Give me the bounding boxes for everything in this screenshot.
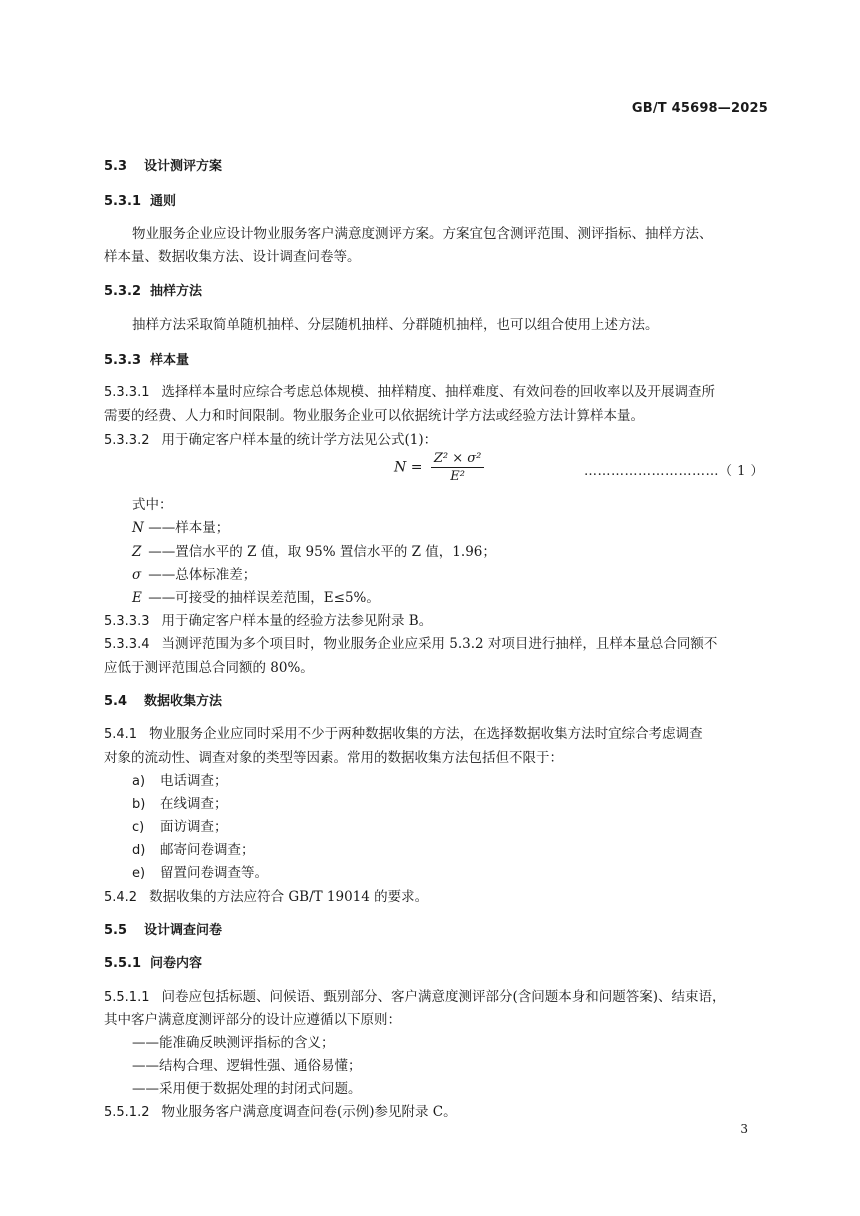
variable-description: ——置信水平的 Z 值，取 95% 置信水平的 Z 值，1.96； [148, 544, 496, 560]
list-item-text: 在线调查； [160, 796, 228, 812]
paragraph-line: 样本量、数据收集方法、设计调查问卷等。 [104, 249, 361, 265]
list-item [132, 815, 228, 835]
section-title: 抽样方法 [150, 284, 203, 299]
sample-size-formula [394, 451, 484, 484]
variable-definition [132, 563, 256, 583]
clause-5-4-1 [104, 722, 703, 742]
section-number: 5.3.1 [104, 194, 142, 209]
clause-5-3-3-4 [104, 632, 717, 652]
list-item-text: 电话调查； [160, 773, 228, 789]
list-item [132, 792, 228, 812]
clause-text: 数据收集的方法应符合 GB/T 19014 的要求。 [149, 889, 429, 905]
clause-text: 用于确定客户样本量的统计学方法见公式(1)： [161, 432, 438, 448]
paragraph-line: 应低于测评范围总合同额的 80%。 [104, 660, 314, 676]
clause-text: 物业服务企业应同时采用不少于两种数据收集的方法，在选择数据收集方法时宜综合考虑调查 [149, 726, 703, 742]
clause-number: 5.3.3.2 [104, 433, 150, 448]
clause-number: 5.3.3.1 [104, 385, 150, 400]
clause-5-3-3-1 [104, 380, 715, 400]
paragraph-line: 对象的流动性、调查对象的类型等因素。常用的数据收集方法包括但不限于： [104, 750, 563, 766]
variable-symbol: Z [132, 544, 142, 560]
variable-description: ——样本量； [148, 520, 230, 536]
list-item-text: 面访调查； [160, 819, 228, 835]
section-heading-5-3-2 [104, 280, 202, 299]
section-number: 5.5 [104, 923, 128, 938]
list-item-text: 留置问卷调查等。 [160, 865, 268, 881]
list-item [132, 769, 228, 789]
paragraph-line: 抽样方法采取简单随机抽样、分层随机抽样、分群随机抽样，也可以组合使用上述方法。 [132, 317, 659, 333]
page-number: 3 [740, 1122, 748, 1136]
clause-number: 5.5.1.2 [104, 1105, 150, 1120]
variable-definition [132, 586, 380, 606]
clause-number: 5.3.3.3 [104, 614, 150, 629]
section-number: 5.3 [104, 159, 128, 174]
variable-symbol: σ [132, 567, 142, 583]
dash-list-item: ——结构合理、逻辑性强、通俗易懂； [132, 1058, 362, 1074]
where-intro: 式中： [132, 497, 173, 513]
variable-definition [132, 540, 496, 560]
list-item-label: c) [132, 820, 145, 835]
variable-symbol: E [132, 590, 142, 606]
section-title: 通则 [150, 194, 177, 209]
clause-5-3-3-3 [104, 609, 432, 629]
paragraph-line: 其中客户满意度测评部分的设计应遵循以下原则： [104, 1012, 401, 1028]
section-heading-5-4 [104, 690, 222, 709]
clause-text: 选择样本量时应综合考虑总体规模、抽样精度、抽样难度、有效问卷的回收率以及开展调查所 [161, 384, 715, 400]
section-heading-5-3-3 [104, 349, 189, 368]
section-number: 5.4 [104, 694, 128, 709]
variable-definition [132, 516, 229, 536]
section-title: 设计调查问卷 [144, 923, 223, 938]
clause-text: 物业服务客户满意度调查问卷(示例)参见附录 C。 [161, 1104, 457, 1120]
paragraph-line: 需要的经费、人力和时间限制。物业服务企业可以依据统计学方法或经验方法计算样本量。 [104, 408, 644, 424]
section-number: 5.3.3 [104, 353, 142, 368]
section-title: 设计测评方案 [144, 159, 223, 174]
formula-numerator: Z² × σ² [431, 451, 485, 468]
list-item [132, 861, 268, 881]
variable-description: ——总体标准差； [148, 567, 257, 583]
formula-lhs: N = [394, 459, 423, 476]
section-title: 样本量 [150, 353, 190, 368]
dash-list-item: ——采用便于数据处理的封闭式问题。 [132, 1081, 362, 1097]
section-heading-5-5 [104, 919, 222, 938]
list-item [132, 838, 255, 858]
clause-5-5-1-1 [104, 985, 726, 1005]
clause-text: 用于确定客户样本量的经验方法参见附录 B。 [161, 613, 433, 629]
clause-5-4-2 [104, 885, 428, 905]
dash-list-item: ——能准确反映测评指标的含义； [132, 1035, 335, 1051]
paragraph-line: 物业服务企业应设计物业服务客户满意度测评方案。方案宜包含测评范围、测评指标、抽样方法、 [132, 226, 713, 242]
clause-5-3-3-2 [104, 428, 437, 448]
clause-number: 5.4.2 [104, 890, 138, 905]
list-item-label: e) [132, 866, 146, 881]
section-heading-5-5-1 [104, 952, 202, 971]
formula-fraction [431, 451, 485, 484]
clause-text: 问卷应包括标题、问候语、甄别部分、客户满意度测评部分(含问题本身和问题答案)、结束语， [161, 989, 726, 1005]
list-item-label: d) [132, 843, 146, 858]
section-title: 数据收集方法 [144, 694, 223, 709]
section-number: 5.5.1 [104, 956, 142, 971]
clause-number: 5.4.1 [104, 727, 138, 742]
list-item-label: b) [132, 797, 146, 812]
section-title: 问卷内容 [150, 956, 203, 971]
list-item-label: a) [132, 774, 146, 789]
clause-number: 5.5.1.1 [104, 990, 150, 1005]
section-number: 5.3.2 [104, 284, 142, 299]
clause-number: 5.3.3.4 [104, 637, 150, 652]
list-item-text: 邮寄问卷调查； [160, 842, 255, 858]
equation-number: …………………………（ 1 ） [584, 464, 765, 479]
formula-denominator: E² [450, 469, 465, 484]
variable-description: ——可接受的抽样误差范围，E≤5%。 [148, 590, 380, 606]
clause-5-5-1-2 [104, 1100, 457, 1120]
section-heading-5-3-1 [104, 190, 176, 209]
section-heading-5-3 [104, 155, 222, 174]
standard-code: GB/T 45698—2025 [631, 101, 768, 116]
clause-text: 当测评范围为多个项目时，物业服务企业应采用 5.3.2 对项目进行抽样，且样本量总合同额不 [161, 636, 718, 652]
variable-symbol: N [132, 520, 144, 536]
